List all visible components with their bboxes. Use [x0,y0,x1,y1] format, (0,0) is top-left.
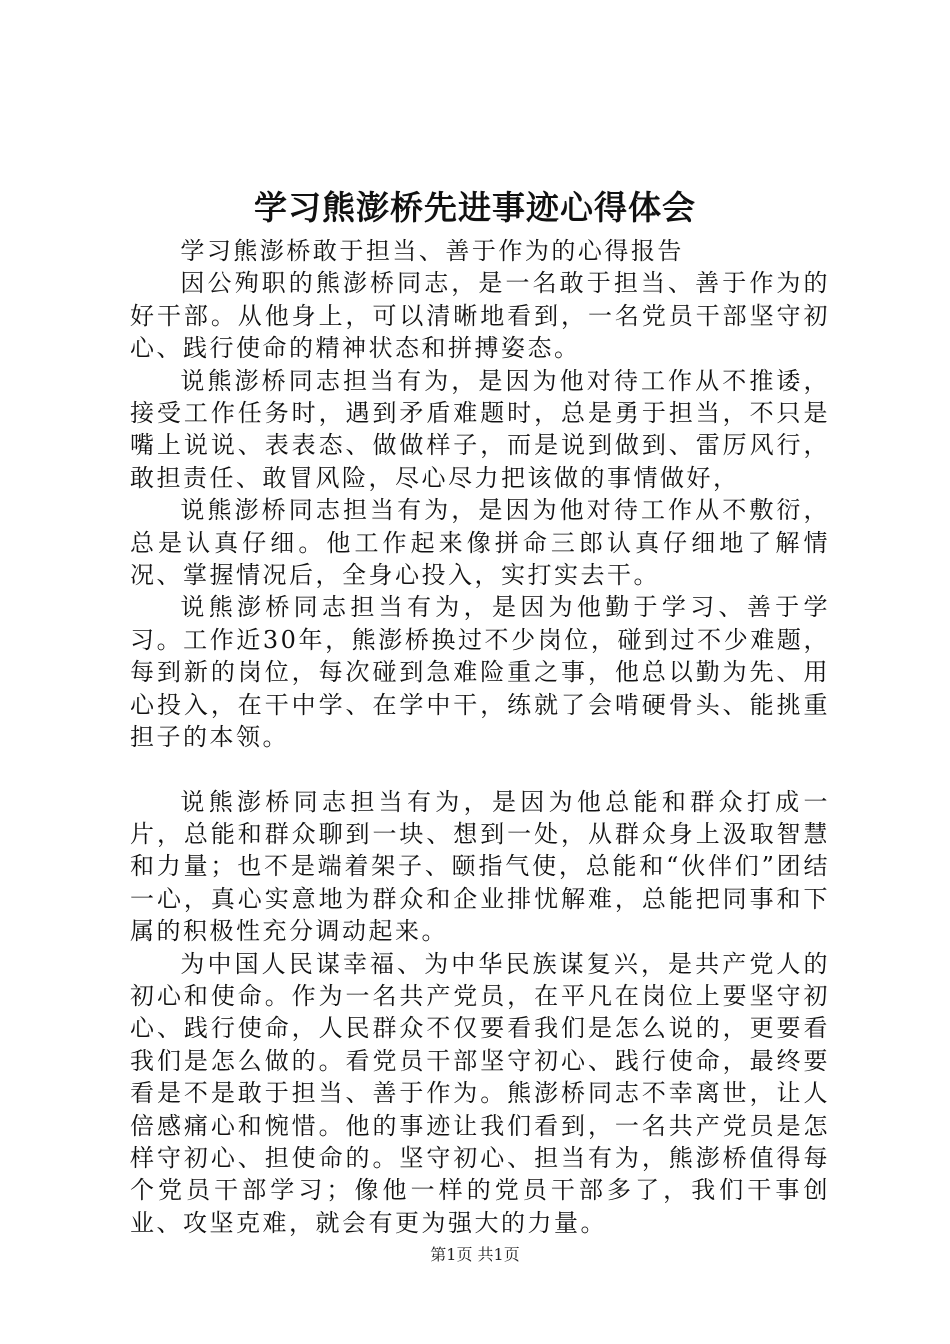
paragraph-conclusion: 为中国人民谋幸福、为中华民族谋复兴，是共产党人的初心和使命。作为一名共产党员，在平凡在岗位上要坚守初心、践行使命，人民群众不仅要看我们是怎么说的，更要看我们是怎么做的。看党员干部坚守初心、践行使命，最终要看是不是敢于担当、善于作为。熊澎桥同志不幸离世，让人倍感痛心和惋惜。他的事迹让我们看到，一名共产党员是怎样守初心、担使命的。坚守初心、担当有为，熊澎桥值得每个党员干部学习；像他一样的党员干部多了，我们干事创业、攻坚克难，就会有更为强大的力量。 [130,949,830,1237]
paragraph-responsibility: 说熊澎桥同志担当有为，是因为他对待工作从不推诿，接受工作任务时，遇到矛盾难题时，总是勇于担当，不只是嘴上说说、表表态、做做样子，而是说到做到、雷厉风行，敢担责任、敢冒风险，尽心尽力把该做的事情做好， [130,366,830,492]
paragraph-intro: 因公殉职的熊澎桥同志，是一名敢于担当、善于作为的好干部。从他身上，可以清晰地看到，一名党员干部坚守初心、践行使命的精神状态和拼搏姿态。 [130,269,830,363]
document-title: 学习熊澎桥先进事迹心得体会 [254,188,696,227]
document-body [130,235,830,1239]
page-number-footer: 第1页 共1页 [430,1245,520,1264]
paragraph-spacer [130,754,830,786]
paragraph-learning: 说熊澎桥同志担当有为，是因为他勤于学习、善于学习。工作近30年，熊澎桥换过不少岗位，碰到过不少难题，每到新的岗位，每次碰到急难险重之事，他总以勤为先、用心投入，在干中学、在学中干，练就了会啃硬骨头、能挑重担子的本领。 [130,593,830,752]
paragraph-masses: 说熊澎桥同志担当有为，是因为他总能和群众打成一片，总能和群众聊到一块、想到一处，从群众身上汲取智慧和力量；也不是端着架子、颐指气使，总能和“伙伴们”团结一心，真心实意地为群众和企业排忧解难，总能把同事和下属的积极性充分调动起来。 [130,787,830,946]
paragraph-diligence: 说熊澎桥同志担当有为，是因为他对待工作从不敷衍，总是认真仔细。他工作起来像拼命三郎认真仔细地了解情况、掌握情况后，全身心投入，实打实去干。 [130,496,830,590]
paragraph-subtitle: 学习熊澎桥敢于担当、善于作为的心得报告 [180,237,684,265]
